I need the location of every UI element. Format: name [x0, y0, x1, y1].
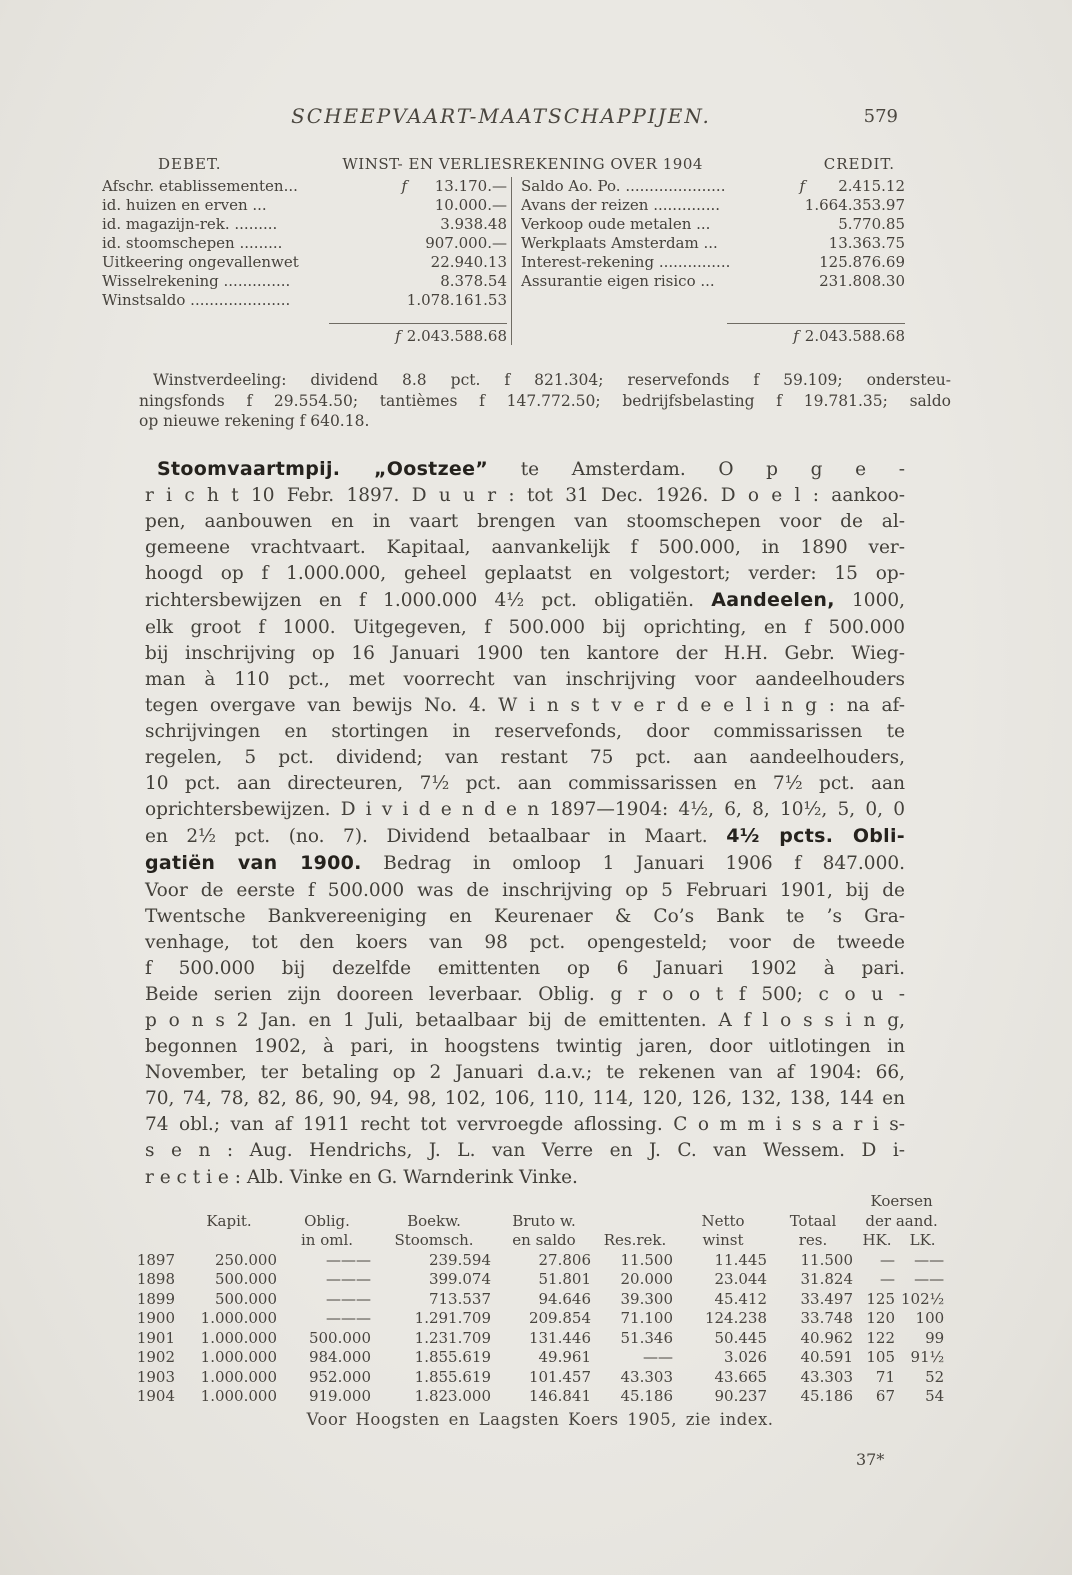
year-table-cell — [133, 1231, 178, 1251]
ledger-row-amount: 231.808.30 — [819, 272, 905, 290]
text-segment: f 500.000 bij dezelfde emittenten op 6 Januari 1902 à pari. — [145, 957, 905, 979]
year-table-value-cell: 500.000 — [214, 1270, 277, 1288]
year-table-header-cell: winst — [702, 1231, 744, 1249]
article-line — [145, 904, 905, 930]
year-table-value-cell: 1.000.000 — [200, 1309, 277, 1327]
text-segment: 70, 74, 78, 82, 86, 90, 94, 98, 102, 106, 110, 114, 120, 126, 132, 138, 144 en — [145, 1088, 905, 1110]
year-table-row — [133, 1387, 947, 1407]
article-line — [145, 1060, 905, 1086]
text-segment: Twentsche Bankvereeniging en Keurenaer & Co’s Bank te ’s Gra- — [145, 905, 905, 927]
text-segment: r i c h t 10 Febr. 1897. D u u r : tot 31 Dec. 1926. D o e l : aankoo- — [145, 485, 905, 507]
florin-sign — [799, 253, 809, 272]
article-body — [145, 456, 905, 1191]
florin-sign — [397, 291, 407, 310]
year-table-value-cell: 239.594 — [428, 1250, 491, 1269]
article-line — [145, 982, 905, 1008]
ledger-row-label: Interest-rekening ............... — [521, 253, 731, 271]
year-table-value-cell: 1.823.000 — [414, 1387, 491, 1405]
year-table-value-cell: 120 — [866, 1309, 895, 1327]
profit-loss-columns — [102, 177, 905, 345]
article-line — [145, 509, 905, 535]
year-cell: 1902 — [136, 1348, 175, 1366]
credit-total-rule — [727, 323, 905, 324]
ledger-row — [521, 272, 905, 291]
year-table-value-cell: 43.303 — [620, 1367, 673, 1386]
year-table-value-cell: 99 — [925, 1328, 945, 1347]
year-table-value-cell: 1.231.709 — [414, 1328, 491, 1347]
ledger-row-amount: 22.940.13 — [430, 253, 507, 271]
year-table-value-cell: 100 — [915, 1309, 945, 1327]
text-segment: elk groot f 1000. Uitgegeven, f 500.000 bij oprichting, en f 500.000 — [145, 616, 905, 638]
year-table-value-cell: 1.855.619 — [414, 1367, 491, 1386]
year-table-row — [133, 1290, 947, 1310]
profit-loss-header — [102, 155, 905, 173]
profit-loss-account — [102, 155, 905, 345]
year-table-value-cell: ——— — [326, 1289, 371, 1308]
florin-sign: f — [793, 327, 799, 345]
year-table-head — [133, 1192, 947, 1251]
page-title: SCHEEPVAART-MAATSCHAPPIJEN. — [291, 104, 711, 128]
year-table-row — [133, 1348, 947, 1368]
year-table-value-cell: 45.186 — [620, 1387, 673, 1405]
winstverdeeling-line — [139, 411, 951, 432]
bold-text-segment: 4½ pcts. Obli- — [726, 825, 905, 848]
article-line — [145, 535, 905, 561]
year-table-row — [133, 1329, 947, 1349]
year-table-value-cell: 399.074 — [428, 1270, 491, 1288]
article-line — [145, 1008, 905, 1034]
year-table-value-cell: —— — [914, 1270, 945, 1288]
year-table-header-cell: Koersen — [870, 1192, 933, 1210]
year-table-footnote: Voor Hoogsten en Laagsten Koers 1905, zie index. — [306, 1409, 774, 1429]
year-table-header-cell: Stoomsch. — [394, 1231, 474, 1249]
ledger-row-amount: 5.770.85 — [838, 215, 905, 233]
text-segment: op nieuwe rekening f 640.18. — [139, 412, 370, 430]
text-segment: man à 110 pct., met voorrecht van inschrijving voor aandeelhouders — [145, 668, 905, 690]
year-table-value-cell: 45.186 — [800, 1387, 853, 1405]
year-table-value-cell: 50.445 — [714, 1328, 767, 1347]
year-table-value-cell: — — [880, 1270, 895, 1288]
year-table-value-cell: 500.000 — [214, 1289, 277, 1308]
year-table-value-cell: 67 — [875, 1387, 895, 1405]
ledger-row — [521, 215, 905, 234]
year-cell: 1903 — [136, 1367, 175, 1386]
year-table-value-cell: 40.962 — [800, 1328, 853, 1347]
text-segment: schrijvingen en stortingen in reservefonds, door commissarissen te — [145, 720, 905, 742]
article-line — [145, 667, 905, 693]
year-table-value-cell: 43.303 — [800, 1367, 853, 1386]
year-cell: 1898 — [136, 1270, 175, 1288]
ledger-row — [521, 177, 905, 196]
year-table-value-cell: 209.854 — [528, 1309, 591, 1327]
text-segment: pen, aanbouwen en in vaart brengen van stoomschepen voor de al- — [145, 511, 905, 533]
text-segment: November, ter betaling op 2 Januari d.a.v.; te rekenen van af 1904: 66, — [145, 1062, 905, 1084]
ledger-row-label: Avans der reizen .............. — [521, 196, 720, 214]
florin-sign — [401, 272, 411, 291]
masthead — [0, 104, 1002, 128]
year-table-value-cell: 3.026 — [724, 1348, 767, 1366]
year-table-value-cell: 125 — [866, 1289, 895, 1308]
florin-sign — [799, 272, 809, 291]
ledger-row — [521, 253, 905, 272]
year-table-value-cell: 40.591 — [800, 1348, 853, 1366]
article-line — [145, 956, 905, 982]
year-table-value-cell: — — [880, 1250, 895, 1269]
year-table-header-cell: in oml. — [300, 1231, 354, 1249]
year-table-cell — [133, 1212, 178, 1232]
year-table-value-cell: 1.000.000 — [200, 1367, 277, 1386]
year-cell: 1900 — [136, 1309, 175, 1327]
winstverdeeling-paragraph — [139, 370, 951, 432]
florin-sign — [799, 215, 809, 234]
debet-rows — [102, 177, 507, 310]
ledger-row — [102, 215, 507, 234]
ledger-row — [521, 196, 905, 215]
year-table-row — [133, 1309, 947, 1329]
year-table-value-cell: —— — [914, 1250, 945, 1269]
ledger-row-label: id. stoomschepen ......... — [102, 234, 283, 252]
ledger-row — [521, 234, 905, 253]
year-table-header-cell: Res.rek. — [603, 1231, 667, 1249]
credit-rows — [521, 177, 905, 310]
ledger-row-label: Werkplaats Amsterdam ... — [521, 234, 718, 252]
year-table-header-cell: Bruto w. — [512, 1211, 576, 1230]
ledger-row-label: Afschr. etablissementen... — [102, 177, 298, 195]
year-table-value-cell: 11.445 — [714, 1250, 767, 1269]
year-table-header-cell: HK. — [862, 1231, 892, 1249]
year-table-value-cell: 1.000.000 — [200, 1348, 277, 1366]
article-line — [145, 483, 905, 509]
year-table-value-cell: 31.824 — [800, 1270, 853, 1288]
ledger-row-label: Verkoop oude metalen ... — [521, 215, 711, 233]
year-table-header-cell: Kapit. — [206, 1211, 252, 1230]
year-table-value-cell: 94.646 — [538, 1289, 591, 1308]
article-line — [145, 823, 905, 850]
year-table-row — [133, 1368, 947, 1388]
winstverdeeling-line — [139, 391, 951, 412]
credit-total — [521, 327, 905, 345]
year-table-value-cell: 23.044 — [714, 1270, 767, 1288]
year-table-value-cell: 131.446 — [528, 1328, 591, 1347]
debet-total — [102, 327, 507, 345]
year-table-value-cell: 146.841 — [528, 1387, 591, 1405]
year-table-value-cell: 1.000.000 — [200, 1387, 277, 1405]
florin-sign — [401, 215, 411, 234]
year-table-value-cell: 1.855.619 — [414, 1348, 491, 1366]
year-table-row — [133, 1270, 947, 1290]
text-segment: p o n s 2 Jan. en 1 Juli, betaalbaar bij de emittenten. A f l o s s i n g, — [145, 1009, 905, 1031]
year-table-value-cell: —— — [643, 1348, 673, 1366]
ledger-row-amount: 907.000.— — [425, 234, 507, 252]
year-table-value-cell: 984.000 — [308, 1348, 371, 1366]
text-segment: te Amsterdam. O p g e - — [488, 459, 906, 480]
year-table-value-cell: 1.291.709 — [414, 1309, 491, 1327]
ledger-row-amount: 8.378.54 — [440, 272, 507, 290]
year-table-header-cell: LK. — [909, 1231, 936, 1249]
year-table-value-cell: 101.457 — [528, 1367, 591, 1386]
ledger-row — [102, 234, 507, 253]
year-table-value-cell: 1.000.000 — [200, 1328, 277, 1347]
article-line — [145, 456, 905, 483]
text-segment: Voor de eerste f 500.000 was de inschrijving op 5 Februari 1901, bij de — [145, 879, 905, 901]
text-segment: s e n : Aug. Hendrichs, J. L. van Verre en J. C. van Wessem. D i- — [145, 1140, 905, 1162]
ledger-row-label: id. magazijn-rek. ......... — [102, 215, 278, 233]
article-line — [145, 1112, 905, 1138]
year-cell: 1897 — [136, 1250, 175, 1269]
ledger-row-label: Saldo Ao. Po. ..................... — [521, 177, 726, 195]
debet-label: DEBET. — [158, 155, 222, 173]
ledger-row-amount: 13.170.— — [434, 177, 507, 195]
year-table-value-cell: 33.748 — [800, 1309, 853, 1327]
year-table-value-cell: 124.238 — [704, 1309, 767, 1327]
florin-sign — [401, 253, 411, 272]
article-line — [145, 1165, 905, 1191]
year-table-header-cell: res. — [798, 1231, 828, 1249]
year-table-value-cell: 39.300 — [620, 1289, 673, 1308]
year-table-value-cell: ——— — [326, 1309, 371, 1327]
year-table-value-cell: 51.346 — [620, 1328, 673, 1347]
year-table-value-cell: 71 — [875, 1367, 895, 1386]
article-line — [145, 878, 905, 904]
year-table-value-cell: ——— — [326, 1270, 371, 1288]
ledger-row — [102, 253, 507, 272]
year-table-value-cell: 52 — [925, 1367, 945, 1386]
ledger-row-amount: 3.938.48 — [440, 215, 507, 233]
text-segment: 10 pct. aan directeuren, 7½ pct. aan commissarissen en 7½ pct. aan — [145, 773, 905, 795]
article-line — [145, 771, 905, 797]
text-segment: regelen, 5 pct. dividend; van restant 75 pct. aan aandeelhouders, — [145, 747, 905, 769]
year-table-value-cell: 919.000 — [308, 1387, 371, 1405]
year-table-header-cell: Oblig. — [304, 1211, 350, 1230]
florin-sign: f — [799, 177, 805, 195]
year-table-value-cell: 49.961 — [538, 1348, 591, 1366]
year-table-header-cell: der aand. — [865, 1211, 938, 1230]
debet-total-rule — [329, 323, 507, 324]
year-table-cell — [133, 1192, 856, 1212]
year-table-value-cell: 90.237 — [714, 1387, 767, 1405]
year-table-value-cell: 102½ — [901, 1289, 945, 1308]
profit-loss-title: WINST- EN VERLIESREKENING OVER 1904 — [342, 155, 703, 173]
year-table-header-cell: Boekw. — [407, 1211, 461, 1230]
ledger-row-amount: 13.363.75 — [828, 234, 905, 252]
year-table-value-cell: 27.806 — [538, 1250, 591, 1269]
text-segment: tegen overgave van bewijs No. 4. W i n s t v e r d e e l i n g : na af- — [145, 694, 905, 716]
ledger-row-amount: 1.664.353.97 — [804, 196, 905, 214]
article-line — [145, 693, 905, 719]
year-table-header-cell — [594, 1212, 676, 1232]
florin-sign — [401, 234, 411, 253]
text-segment: begonnen 1902, à pari, in hoogstens twintig jaren, door uitlotingen in — [145, 1036, 905, 1058]
year-table-value-cell: 54 — [925, 1387, 945, 1405]
year-table-header-cell: en saldo — [512, 1231, 576, 1249]
florin-sign: f — [395, 327, 401, 345]
credit-column — [511, 177, 905, 345]
year-table-value-cell: 250.000 — [214, 1250, 277, 1269]
florin-sign — [795, 196, 805, 215]
text-segment: Winstverdeeling: dividend 8.8 pct. f 821.304; reservefonds f 59.109; ondersteu- — [153, 371, 951, 389]
bold-text-segment: Stoomvaartmpij. „Oostzee” — [157, 458, 489, 480]
text-segment: oprichtersbewijzen. D i v i d e n d e n 1897—1904: 4½, 6, 8, 10½, 5, 0, 0 — [145, 799, 905, 821]
debet-column — [102, 177, 511, 345]
year-table-value-cell: 91½ — [910, 1348, 945, 1366]
article-line — [145, 1086, 905, 1112]
year-table-value-cell: 33.497 — [800, 1289, 853, 1308]
ledger-row-label: Winstsaldo ..................... — [102, 291, 291, 309]
article-line — [145, 1138, 905, 1164]
year-table-body — [133, 1251, 947, 1407]
florin-sign: f — [401, 177, 407, 195]
article-line — [145, 561, 905, 587]
text-segment: richtersbewijzen en f 1.000.000 4½ pct. obligatiën. — [145, 590, 712, 612]
article-line — [145, 1034, 905, 1060]
year-table-value-cell: 11.500 — [620, 1250, 673, 1269]
year-table-value-cell: 71.100 — [620, 1309, 673, 1327]
text-segment: Beide serien zijn dooreen leverbaar. Oblig. g r o o t f 500; c o u - — [145, 983, 905, 1005]
year-table-value-cell: 20.000 — [620, 1270, 673, 1288]
article-line — [145, 587, 905, 614]
credit-total-amount: 2.043.588.68 — [804, 327, 905, 345]
year-table-header-cell: Netto — [701, 1211, 745, 1230]
winstverdeeling-line — [139, 370, 951, 391]
ledger-row-amount: 2.415.12 — [838, 177, 905, 195]
text-segment: en 2½ pct. (no. 7). Dividend betaalbaar in Maart. — [145, 826, 727, 848]
year-table-header-cell — [178, 1231, 280, 1251]
ledger-row-label: Uitkeering ongevallenwet — [102, 253, 299, 271]
article-line — [145, 930, 905, 956]
bold-text-segment: gatiën van 1900. — [145, 852, 362, 875]
year-table-row — [133, 1251, 947, 1271]
year-table-value-cell: 713.537 — [428, 1289, 491, 1308]
page-number: 579 — [863, 106, 898, 127]
text-segment: hoogd op f 1.000.000, geheel geplaatst en volgestort; verder: 15 op- — [145, 563, 905, 585]
article-line — [145, 641, 905, 667]
year-cell: 1901 — [136, 1328, 175, 1347]
year-table-value-cell: 500.000 — [308, 1328, 371, 1347]
text-segment: ningsfonds f 29.554.50; tantièmes f 147.772.50; bedrijfsbelasting f 19.781.35; saldo — [139, 391, 951, 410]
year-table-value-cell: 952.000 — [308, 1367, 371, 1386]
year-table-value-cell: 105 — [866, 1348, 895, 1366]
year-table-header-cell: Totaal — [789, 1211, 837, 1230]
year-cell: 1899 — [136, 1289, 175, 1308]
article-line — [145, 615, 905, 641]
ledger-row — [102, 196, 507, 215]
ledger-row-label: Wisselrekening .............. — [102, 272, 291, 290]
year-table-value-cell: 45.412 — [714, 1289, 767, 1308]
florin-sign — [799, 234, 809, 253]
ledger-row — [102, 177, 507, 196]
year-cell: 1904 — [136, 1387, 175, 1405]
article-line — [145, 745, 905, 771]
article-line — [145, 719, 905, 745]
ledger-row-amount: 1.078.161.53 — [406, 291, 507, 309]
article-line — [145, 850, 905, 877]
ledger-row-label: id. huizen en erven ... — [102, 196, 267, 214]
text-segment: 1000, — [834, 590, 905, 612]
ledger-row-amount: 10.000.— — [434, 196, 507, 214]
signature-mark: 37* — [856, 1450, 885, 1469]
article-line — [145, 797, 905, 823]
text-segment: bij inschrijving op 16 Januari 1900 ten kantore der H.H. Gebr. Wieg- — [145, 642, 905, 664]
year-table-value-cell: ——— — [326, 1250, 371, 1269]
ledger-row-amount: 125.876.69 — [819, 253, 905, 271]
ledger-row — [102, 291, 507, 310]
text-segment: venhage, tot den koers van 98 pct. opengesteld; voor de tweede — [145, 931, 905, 953]
year-table-value-cell: 11.500 — [800, 1250, 853, 1269]
year-table-grid — [133, 1192, 947, 1407]
text-segment: r e c t i e : Alb. Vinke en G. Warnderink Vinke. — [145, 1166, 578, 1188]
year-table-value-cell: 43.665 — [714, 1367, 767, 1386]
ledger-row-label: Assurantie eigen risico ... — [521, 272, 715, 290]
year-table-value-cell: 51.801 — [538, 1270, 591, 1288]
credit-label: CREDIT. — [823, 155, 895, 173]
debet-total-amount: 2.043.588.68 — [406, 327, 507, 345]
text-segment: Bedrag in omloop 1 Januari 1906 f 847.000. — [361, 853, 905, 875]
florin-sign — [401, 196, 411, 215]
text-segment: 74 obl.; van af 1911 recht tot vervroegde aflossing. C o m m i s s a r i s- — [145, 1114, 905, 1136]
year-table — [133, 1192, 947, 1429]
year-table-value-cell: 122 — [866, 1328, 895, 1347]
text-segment: gemeene vrachtvaart. Kapitaal, aanvankelijk f 500.000, in 1890 ver- — [145, 537, 905, 559]
ledger-row — [102, 272, 507, 291]
bold-text-segment: Aandeelen, — [711, 589, 835, 612]
